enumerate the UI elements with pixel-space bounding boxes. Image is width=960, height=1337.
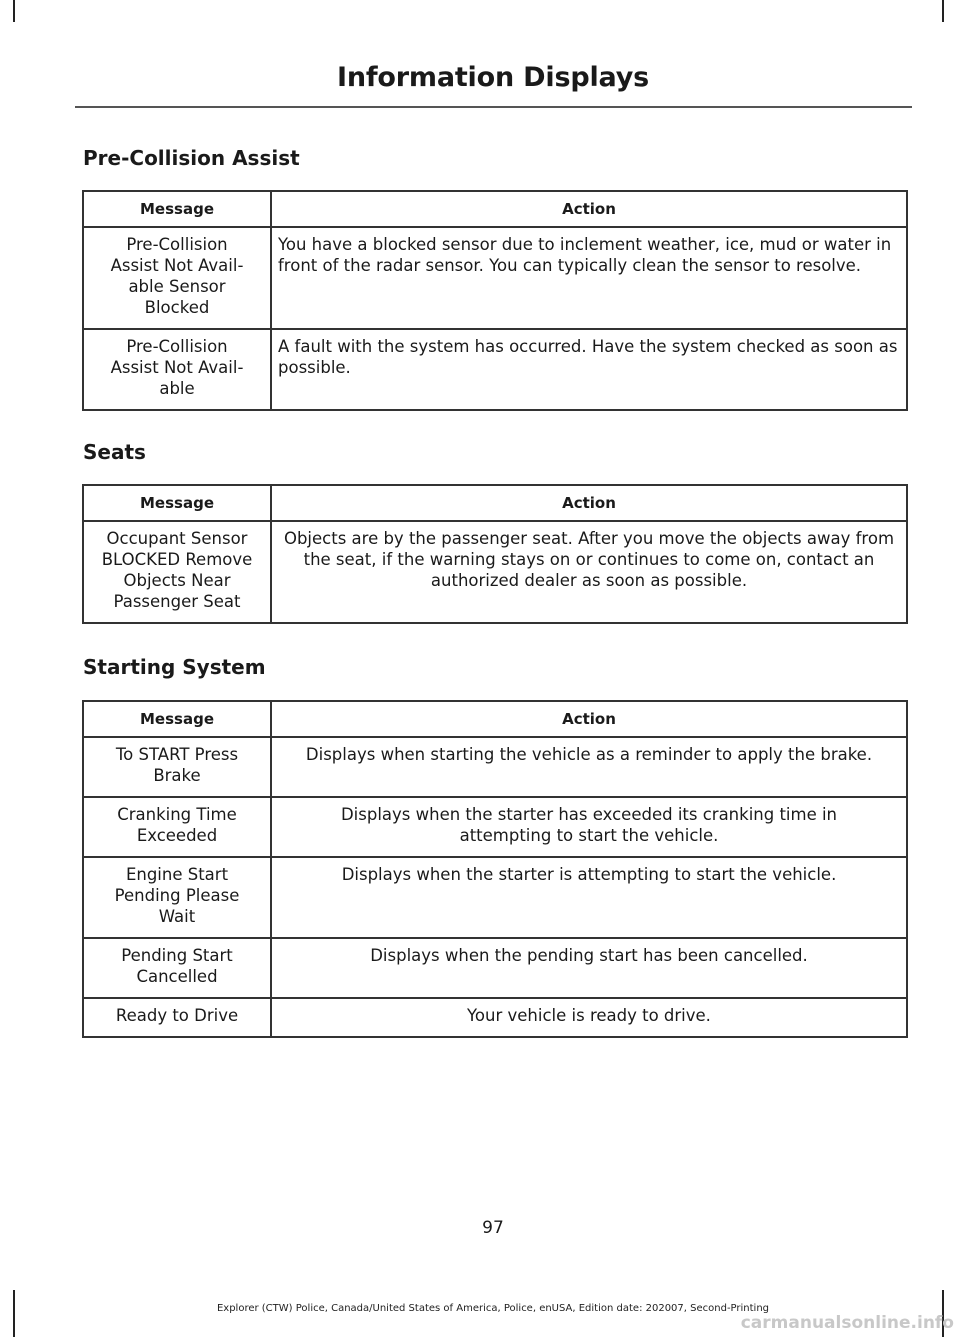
column-header-action: Action (271, 701, 907, 737)
chapter-title: Information Displays (337, 62, 649, 93)
table-header-row (83, 485, 907, 521)
section-title-starting-system: Starting System (83, 655, 266, 679)
message-cell: To START Press Brake (83, 737, 271, 797)
message-cell: Occupant Sensor BLOCKED Remove Objects Near Passenger Seat (83, 521, 271, 623)
column-header-action: Action (271, 485, 907, 521)
crop-mark-top-right (942, 0, 944, 22)
column-header-message: Message (83, 485, 271, 521)
table-header-row (83, 191, 907, 227)
column-header-message: Message (83, 701, 271, 737)
action-cell: A fault with the system has occurred. Have the system checked as soon as possible. (271, 329, 907, 410)
section-title-seats: Seats (83, 440, 146, 464)
watermark: carmanualsonline.info (740, 1313, 954, 1333)
starting-system-table (82, 700, 908, 1038)
message-cell: Cranking Time Exceeded (83, 797, 271, 857)
table-row (83, 938, 907, 998)
message-cell: Pre-Collision Assist Not Avail- able (83, 329, 271, 410)
pre-collision-assist-table (82, 190, 908, 411)
table-row (83, 227, 907, 329)
table-row (83, 797, 907, 857)
column-header-message: Message (83, 191, 271, 227)
action-cell: Displays when the starter is attempting to start the vehicle. (271, 857, 907, 938)
header-rule (75, 106, 912, 108)
table-row (83, 998, 907, 1037)
action-cell: Your vehicle is ready to drive. (271, 998, 907, 1037)
section-title-pre-collision-assist: Pre-Collision Assist (83, 146, 300, 170)
crop-mark-top-left (13, 0, 15, 22)
edition-footer: Explorer (CTW) Police, Canada/United States of America, Police, enUSA, Edition date: 202007, Second-Printing (216, 1303, 770, 1314)
action-cell: Displays when starting the vehicle as a reminder to apply the brake. (271, 737, 907, 797)
table-row (83, 737, 907, 797)
message-cell: Ready to Drive (83, 998, 271, 1037)
table-row (83, 329, 907, 410)
seats-table (82, 484, 908, 624)
table-header-row (83, 701, 907, 737)
page-number: 97 (482, 1218, 504, 1238)
message-cell: Pre-Collision Assist Not Avail- able Sensor Blocked (83, 227, 271, 329)
table-row (83, 857, 907, 938)
action-cell: You have a blocked sensor due to inclement weather, ice, mud or water in front of the radar sensor. You can typically clean the sensor to resolve. (271, 227, 907, 329)
action-cell: Objects are by the passenger seat. After you move the objects away from the seat, if the warning stays on or continues to come on, contact an authorized dealer as soon as possible. (271, 521, 907, 623)
column-header-action: Action (271, 191, 907, 227)
message-cell: Pending Start Cancelled (83, 938, 271, 998)
action-cell: Displays when the starter has exceeded its cranking time in attempting to start the vehicle. (271, 797, 907, 857)
action-cell: Displays when the pending start has been cancelled. (271, 938, 907, 998)
message-cell: Engine Start Pending Please Wait (83, 857, 271, 938)
table-row (83, 521, 907, 623)
